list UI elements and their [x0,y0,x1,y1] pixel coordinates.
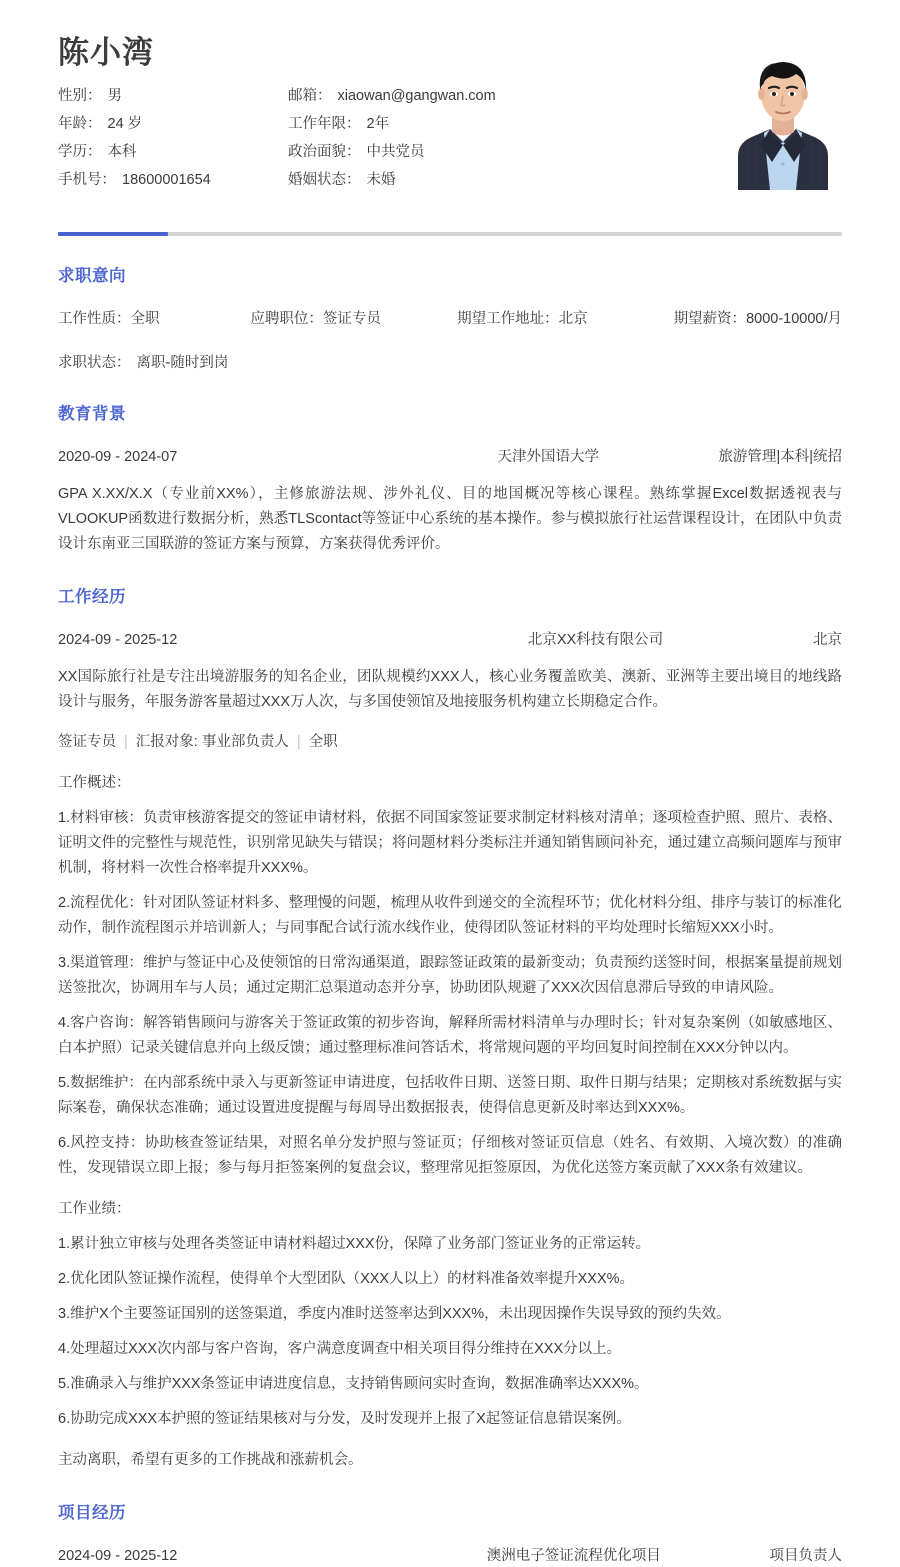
section-project-experience [58,1499,842,1567]
intent-position [250,308,457,330]
intent-job-type-value: 全职 [130,311,160,327]
intent-salary-value: 8000-10000/月 [746,311,842,327]
work-overview-title: 工作概述： [58,775,131,791]
separator-icon: | [124,734,128,750]
education-major: 旅游管理 [718,449,777,465]
work-entry-header [58,629,842,651]
intent-position-value: 签证专员 [322,311,381,327]
work-location: 北京 [813,632,842,648]
info-phone-label: 手机号： [58,172,116,189]
divider-accent [58,232,168,236]
work-achievement-item: 1.累计独立审核与处理各类签证申请材料超过XXX份，保障了业务部门签证业务的正常运转。 [58,1236,651,1252]
basic-info-grid [58,86,678,190]
work-achievement-item: 4.处理超过XXX次内部与客户咨询，客户满意度调查中相关项目得分维持在XXX分以上。 [58,1341,622,1357]
header-divider [58,232,842,236]
section-work-experience [58,583,842,1473]
work-achievement-item: 2.优化团队签证操作流程，使得单个大型团队（XXX人以上）的材料准备效率提升XXX%。 [58,1271,635,1287]
section-education [58,400,842,557]
section-title-job-intention: 求职意向 [58,267,126,285]
info-phone-value: 18600001654 [122,172,211,189]
info-phone [58,170,288,190]
intent-location-value: 北京 [558,311,588,327]
work-achievement-title: 工作业绩： [58,1201,131,1217]
project-name: 澳洲电子签证流程优化项目 [486,1548,661,1564]
work-overview-item: 5.数据维护：在内部系统中录入与更新签证申请进度，包括收件日期、送签日期、取件日期与结果；定期核对系统数据与实际案卷，确保状态准确；通过设置进度提醒与每周导出数据报表，使得信息更新及时率达到XXX%。 [58,1075,842,1116]
info-political-status-value: 中共党员 [366,144,425,161]
info-gender-value: 男 [107,88,122,105]
education-date: 2020-09 - 2024-07 [58,449,178,465]
work-company: 北京XX科技有限公司 [527,632,664,648]
intent-location [457,308,673,330]
info-experience-years [288,114,678,134]
info-age-label: 年龄： [58,116,102,133]
info-gender [58,86,288,106]
info-age-value: 24 岁 [107,116,143,133]
education-admission-type: 统招 [813,449,842,465]
section-title-education: 教育背景 [58,405,126,423]
info-email-value: xiaowan@gangwan.com [337,88,496,105]
intent-location-label: 期望工作地址： [457,311,559,327]
info-email [288,86,678,106]
intent-position-label: 应聘职位： [250,311,323,327]
resume-header [58,0,842,204]
info-marital-status [288,170,678,190]
info-political-status [288,142,678,162]
separator-icon: | [809,449,813,465]
info-experience-years-value: 2年 [366,116,390,133]
education-description: GPA X.XX/X.X（专业前XX%），主修旅游法规、涉外礼仪、目的地国概况等核心课程。熟练掌握Excel数据透视表与VLOOKUP函数进行数据分析，熟悉TLScontact等签证中心系统的基本操作。参与模拟旅行社运营课程设计，在团队中负责设计东南亚三国联游的签证方案与预算，方案获得优秀评价。 [58,486,842,552]
info-political-status-label: 政治面貌： [288,144,361,161]
intent-status-value: 离职-随时到岗 [136,355,229,371]
education-entry-header [58,446,842,468]
intent-job-type [58,308,250,330]
project-role: 项目负责人 [769,1548,842,1564]
job-intention-fields [58,308,842,330]
project-date: 2024-09 - 2025-12 [58,1548,178,1564]
info-age [58,114,288,134]
work-role-meta [58,731,842,753]
education-degree: 本科 [780,449,810,465]
work-role-title: 签证专员 [58,734,116,750]
section-title-project-experience: 项目经历 [58,1504,126,1522]
intent-salary-label: 期望薪资： [673,311,747,327]
intent-job-type-label: 工作性质： [58,311,131,327]
info-marital-status-value: 未婚 [366,172,396,189]
work-overview-item: 1.材料审核：负责审核游客提交的签证申请材料，依据不同国家签证要求制定材料核对清单；逐项检查护照、照片、表格、证明文件的完整性与规范性，识别常见缺失与错误；将问题材料分类标注并通知销售顾问补充，通过建立高频问题库与预审机制，将材料一次性合格率提升XXX%。 [58,810,842,876]
work-overview-item: 2.流程优化：针对团队签证材料多、整理慢的问题，梳理从收件到递交的全流程环节；优化材料分组、排序与装订的标准化动作，制作流程图示并培训新人；与同事配合试行流水线作业，使得团队签证材料的平均处理时长缩短XXX小时。 [58,895,842,936]
section-job-intention [58,262,842,374]
separator-icon: | [776,449,781,465]
work-overview-item: 6.风控支持：协助核查签证结果，对照名单分发护照与签证页；仔细核对签证页信息（姓名、有效期、入境次数）的准确性，发现错误立即上报；参与每月拒签案例的复盘会议，整理常见拒签原因，为优化送签方案贡献了XXX条有效建议。 [58,1135,842,1176]
candidate-photo [724,38,842,190]
info-marital-status-label: 婚姻状态： [288,172,361,189]
section-title-work-experience: 工作经历 [58,588,126,606]
intent-status [58,352,842,374]
work-report-to: 汇报对象: 事业部负责人 [135,734,289,750]
info-email-label: 邮箱： [288,88,332,105]
separator-icon: | [296,734,301,750]
work-achievement-item: 6.协助完成XXX本护照的签证结果核对与分发，及时发现并上报了X起签证信息错误案例。 [58,1411,631,1427]
info-education-level-label: 学历： [58,144,102,161]
work-overview-item: 3.渠道管理：维护与签证中心及使领馆的日常沟通渠道，跟踪签证政策的最新变动；负责预约送签时间，根据案量提前规划送签批次，协调用车与人员；通过定期汇总渠道动态并分享，协助团队规避了XXX次因信息滞后导致的申请风险。 [58,955,842,996]
intent-status-label: 求职状态： [58,355,131,371]
work-employment-type: 全职 [308,734,338,750]
candidate-name: 陈小湾 [58,35,154,70]
intent-salary [674,308,842,330]
work-achievement-item: 3.维护X个主要签证国别的送签渠道，季度内准时送签率达到XXX%，未出现因操作失误导致的预约失效。 [58,1306,731,1322]
info-experience-years-label: 工作年限： [288,116,361,133]
work-date: 2024-09 - 2025-12 [58,632,178,648]
project-entry-header [58,1545,842,1567]
info-education-level [58,142,288,162]
info-education-level-value: 本科 [107,144,137,161]
education-tags [718,446,842,468]
education-school: 天津外国语大学 [497,449,599,465]
work-achievement-item: 5.准确录入与维护XXX条签证申请进度信息，支持销售顾问实时查询，数据准确率达XXX%。 [58,1376,649,1392]
work-company-description: XX国际旅行社是专注出境游服务的知名企业，团队规模约XXX人，核心业务覆盖欧美、澳新、亚洲等主要出境目的地线路设计与服务，年服务游客量超过XXX万人次，与多国使领馆及地接服务机构建立长期稳定合作。 [58,669,842,710]
work-overview-item: 4.客户咨询：解答销售顾问与游客关于签证政策的初步咨询，解释所需材料清单与办理时长；针对复杂案例（如敏感地区、白本护照）记录关键信息并向上级反馈；通过整理标准问答话术，将常规问题的平均回复时间控制在XXX分钟以内。 [58,1015,842,1056]
info-gender-label: 性别： [58,88,102,105]
work-closing-note: 主动离职，希望有更多的工作挑战和涨薪机会。 [58,1452,363,1468]
